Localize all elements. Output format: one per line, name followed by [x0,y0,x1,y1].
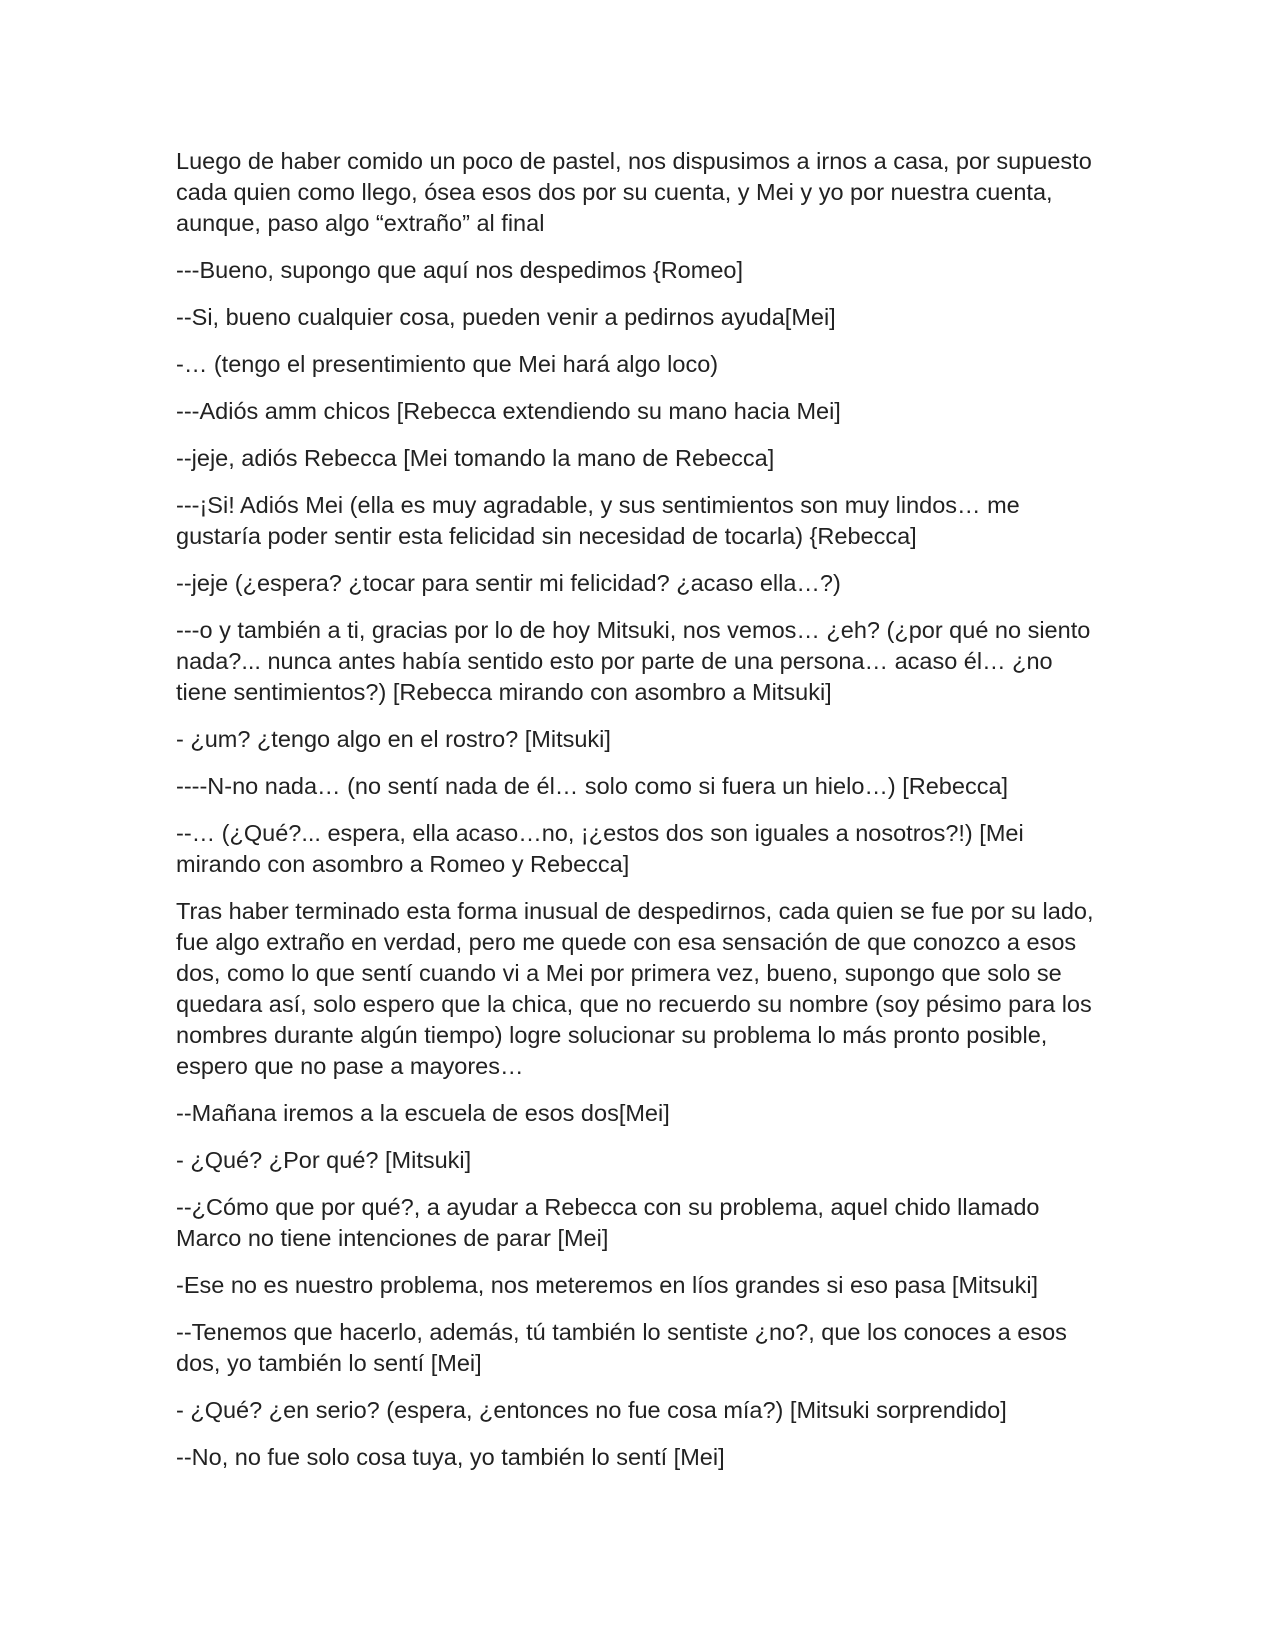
paragraph-dialogue: --Tenemos que hacerlo, además, tú también lo sentiste ¿no?, que los conoces a esos dos, yo también lo sentí [Mei] [176,1319,1067,1376]
paragraph-dialogue: --¿Cómo que por qué?, a ayudar a Rebecca con su problema, aquel chido llamado Marco no tiene intenciones de parar [Mei] [176,1194,1040,1251]
paragraph-dialogue: ---¡Si! Adiós Mei (ella es muy agradable, y sus sentimientos son muy lindos… me gustaría poder sentir esta felicidad sin necesidad de tocarla) {Rebecca] [176,492,1020,549]
paragraph-dialogue: ---Bueno, supongo que aquí nos despedimos {Romeo] [176,257,743,283]
paragraph-dialogue: -… (tengo el presentimiento que Mei hará algo loco) [176,351,719,377]
paragraph-dialogue: --jeje (¿espera? ¿tocar para sentir mi felicidad? ¿acaso ella…?) [176,570,841,596]
paragraph-dialogue: ----N-no nada… (no sentí nada de él… solo como si fuera un hielo…) [Rebecca] [176,773,1009,799]
paragraph-dialogue: - ¿um? ¿tengo algo en el rostro? [Mitsuki] [176,726,611,752]
paragraph-dialogue: - ¿Qué? ¿Por qué? [Mitsuki] [176,1147,472,1173]
paragraph-dialogue: --Si, bueno cualquier cosa, pueden venir a pedirnos ayuda[Mei] [176,304,836,330]
document-body [176,146,1096,1489]
paragraph-narration: Luego de haber comido un poco de pastel, nos dispusimos a irnos a casa, por supuesto cada quien como llego, ósea esos dos por su cuenta, y Mei y yo por nuestra cuenta, aunque, paso algo “extraño” al final [176,148,1092,236]
paragraph-dialogue: ---Adiós amm chicos [Rebecca extendiendo su mano hacia Mei] [176,398,841,424]
paragraph-narration: Tras haber terminado esta forma inusual de despedirnos, cada quien se fue por su lado, fue algo extraño en verdad, pero me quede con esa sensación de que conozco a esos dos, como lo que sentí cuando vi a Mei por primera vez, bueno, supongo que solo se quedara así, solo espero que la chica, que no recuerdo su nombre (soy pésimo para los nombres durante algún tiempo) logre solucionar su problema lo más pronto posible, espero que no pase a mayores… [176,898,1094,1079]
paragraph-dialogue: ---o y también a ti, gracias por lo de hoy Mitsuki, nos vemos… ¿eh? (¿por qué no siento nada?... nunca antes había sentido esto por parte de una persona… acaso él… ¿no tiene sentimientos?) [Rebecca mirando con asombro a Mitsuki] [176,617,1091,705]
paragraph-dialogue: - ¿Qué? ¿en serio? (espera, ¿entonces no fue cosa mía?) [Mitsuki sorprendido] [176,1397,1007,1423]
paragraph-dialogue: -Ese no es nuestro problema, nos meteremos en líos grandes si eso pasa [Mitsuki] [176,1272,1039,1298]
paragraph-dialogue: --Mañana iremos a la escuela de esos dos[Mei] [176,1100,670,1126]
paragraph-dialogue: --No, no fue solo cosa tuya, yo también lo sentí [Mei] [176,1444,725,1470]
paragraph-dialogue: --jeje, adiós Rebecca [Mei tomando la mano de Rebecca] [176,445,775,471]
paragraph-dialogue: --… (¿Qué?... espera, ella acaso…no, ¡¿estos dos son iguales a nosotros?!) [Mei mirando con asombro a Romeo y Rebecca] [176,820,1024,877]
